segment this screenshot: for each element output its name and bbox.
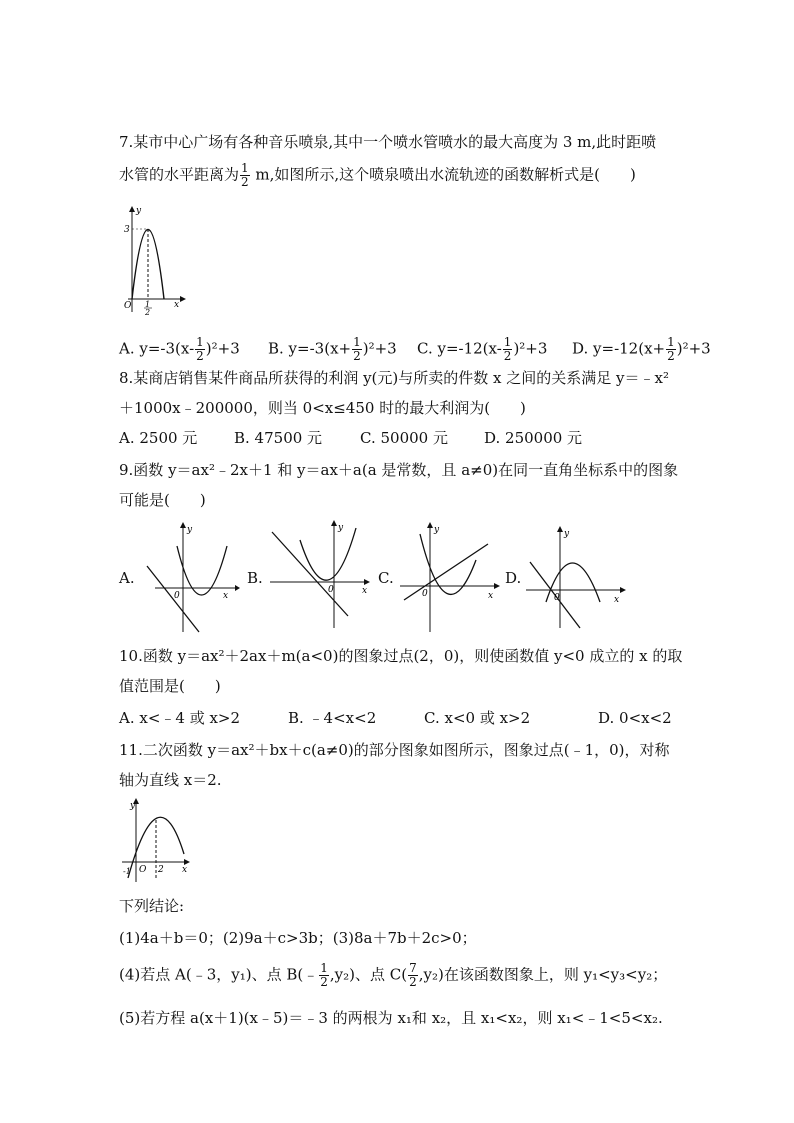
q7-option-c[interactable]: C. y=-12(x- $\frac{1}{2}$ )²+3 [417,335,548,363]
q11-conclusions-title: 下列结论: [119,897,185,915]
q7-line2 [119,162,636,189]
svg-text:x: x [182,865,188,875]
svg-text:-1: -1 [123,867,131,876]
svg-text:y: y [130,801,136,811]
q9-label-c[interactable]: C. [378,569,394,587]
q11-conclusion-5: (5)若方程 a(x＋1)(x﹣5)＝﹣3 的两根为 x₁和 x₂，且 x₁<x₂，则 x₁<﹣1<5<x₂. [119,1009,663,1027]
svg-text:x: x [488,591,494,601]
q7-graph-tick-x-den: 2 [145,308,151,316]
svg-text:x: x [223,591,229,601]
q8-option-b[interactable]: B. 47500 元 [234,429,323,447]
q10-line1: 10.函数 y＝ax²＋2ax＋m(a<0)的图象过点(2，0)，则使函数值 y<0 成立的 x 的取 [119,647,683,665]
q10-option-b[interactable]: B. ﹣4<x<2 [288,709,377,727]
svg-text:0: 0 [328,585,334,595]
q11-conclusion-4: (4)若点 A(﹣3，y₁)、点 B(﹣ $\frac{1}{2}$ ,y₂)、点 C( $\frac{7}{2}$ ,y₂)在该函数图象上，则 y₁<y₃<y₂； [119,961,668,989]
svg-text:0: 0 [422,589,428,599]
q10-option-d[interactable]: D. 0<x<2 [598,709,672,727]
svg-text:2: 2 [158,865,164,875]
q9-graph-d [520,524,628,636]
svg-text:y: y [187,525,193,535]
svg-text:x: x [362,586,368,596]
q11-graph [118,796,194,886]
q8-option-a[interactable]: A. 2500 元 [119,429,198,447]
q7-graph-tick-y: 3 [124,225,130,235]
q8-option-c[interactable]: C. 50000 元 [360,429,448,447]
svg-text:x: x [614,595,620,605]
svg-text:y: y [564,529,570,539]
q7-line1: 7.某市中心广场有各种音乐喷泉,其中一个喷水管喷水的最大高度为 3 m,此时距喷 [119,133,657,151]
q11-conclusion-1-3: (1)4a＋b＝0；(2)9a＋c>3b；(3)8a＋7b＋2c>0； [119,929,477,947]
q9-line2: 可能是( ) [119,491,206,509]
q8-option-d[interactable]: D. 250000 元 [484,429,583,447]
svg-text:y: y [434,525,440,535]
q7-graph-x-label: x [174,300,180,310]
q10-line2: 值范围是( ) [119,677,221,695]
q7-graph-y-label: y [136,206,142,216]
q7-graph-origin: O [124,301,132,311]
q7-graph [118,204,188,316]
q7-graph-tick-x-num: 1 [145,300,151,309]
q7-option-a[interactable]: A. y=-3(x- $\frac{1}{2}$ )²+3 [119,335,240,363]
q9-label-a[interactable]: A. [119,569,135,587]
q10-option-c[interactable]: C. x<0 或 x>2 [424,709,531,727]
q7-fraction: $\frac{1}{2}$ [241,161,249,189]
svg-text:O: O [139,865,147,875]
svg-text:y: y [338,523,344,533]
q7-line2-b: m,如图所示,这个喷泉喷出水流轨迹的函数解析式是( ) [250,165,636,184]
q8-line1: 8.某商店销售某件商品所获得的利润 y(元)与所卖的件数 x 之间的关系满足 y＝﹣x² [119,369,669,387]
svg-text:0: 0 [554,593,560,603]
q8-line2: ＋1000x﹣200000，则当 0<x≤450 时的最大利润为( ) [119,399,526,417]
q7-option-d[interactable]: D. y=-12(x+ $\frac{1}{2}$ )²+3 [572,335,711,363]
q11-line1: 11.二次函数 y＝ax²＋bx＋c(a≠0)的部分图象如图所示，图象过点(﹣1，0)，对称 [119,741,670,759]
q7-line2-a: 水管的水平距离为 [119,165,240,184]
q9-graph-c [394,520,504,635]
q7-option-b[interactable]: B. y=-3(x+ $\frac{1}{2}$ )²+3 [268,335,397,363]
svg-text:0: 0 [174,591,180,601]
q9-graph-a [135,520,240,635]
q9-label-d[interactable]: D. [505,569,522,587]
q9-line1: 9.函数 y＝ax²﹣2x＋1 和 y＝ax＋a(a 是常数，且 a≠0)在同一直角坐标系中的图象 [119,461,679,479]
q9-label-b[interactable]: B. [247,569,263,587]
q9-graph-b [262,518,372,633]
q10-option-a[interactable]: A. x<﹣4 或 x>2 [119,709,241,727]
q11-line2: 轴为直线 x＝2. [119,771,222,789]
